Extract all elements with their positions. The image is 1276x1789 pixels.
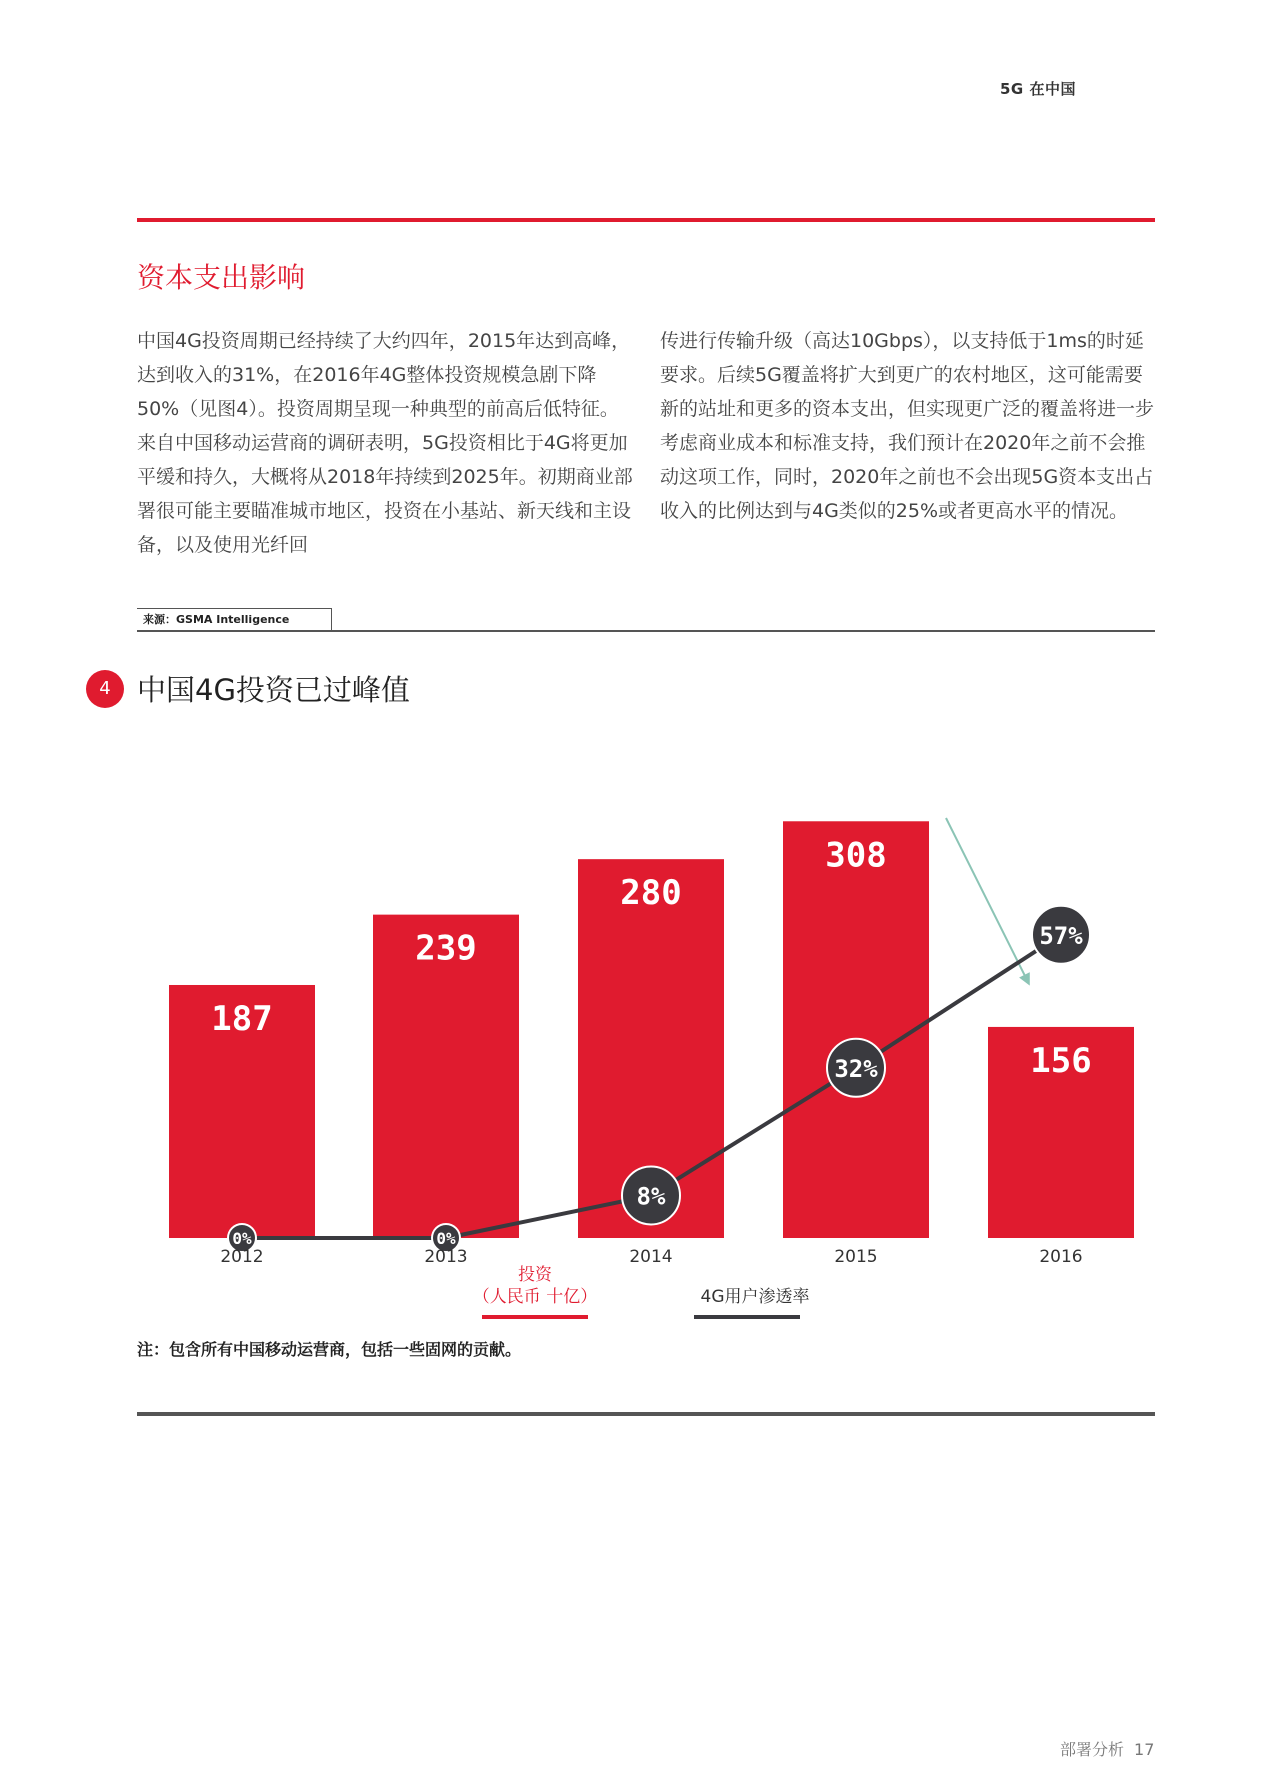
- legend-investment-swatch: [482, 1315, 588, 1319]
- body-paragraph-right: 传进行传输升级（高达10Gbps），以支持低于1ms的时延要求。后续5G覆盖将扩大到更广的农村地区，这可能需要新的站址和更多的资本支出，但实现更广泛的覆盖将进一步考虑商业成本和标准支持，我们预计在2020年之前不会推动这项工作，同时，2020年之前也不会出现5G资本支出占收入的比例达到与4G类似的25%或者更高水平的情况。: [660, 330, 1155, 522]
- bar-value-label-2016: 156: [1030, 1040, 1092, 1081]
- x-tick-label-2014: 2014: [629, 1247, 673, 1267]
- x-tick-label-2016: 2016: [1039, 1247, 1083, 1267]
- figure-number-badge: 4: [86, 670, 124, 708]
- penetration-label-2012: 0%: [232, 1229, 252, 1248]
- body-paragraph-left: 中国4G投资周期已经持续了大约四年，2015年达到高峰，达到收入的31%，在2016年4G整体投资规模急剧下降50%（见图4）。投资周期呈现一种典型的前高后低特征。来自中国移动运营商的调研表明，5G投资相比于4G将更加平缓和持久，大概将从2018年持续到2025年。初期商业部署很可能主要瞄准城市地区，投资在小基站、新天线和主设备，以及使用光纤回: [137, 330, 633, 556]
- figure-title: 中国4G投资已过峰值: [137, 673, 410, 707]
- penetration-label-2015: 32%: [834, 1054, 878, 1083]
- x-tick-label-2012: 2012: [220, 1247, 264, 1267]
- bar-2015: [783, 821, 929, 1238]
- bar-value-label-2015: 308: [825, 835, 887, 876]
- x-tick-label-2015: 2015: [834, 1247, 878, 1267]
- penetration-label-2014: 8%: [636, 1182, 666, 1211]
- legend-investment-line2: （人民币 十亿）: [472, 1287, 598, 1307]
- figure-note: 注：包含所有中国移动运营商，包括一些固网的贡献。: [137, 1340, 522, 1359]
- penetration-label-2013: 0%: [436, 1229, 456, 1248]
- bottom-divider: [137, 1412, 1155, 1416]
- bar-value-label-2014: 280: [620, 873, 682, 914]
- legend-investment-label: [470, 1264, 600, 1308]
- page-number: 17: [1134, 1740, 1155, 1759]
- legend-investment-line1: 投资: [518, 1265, 552, 1285]
- page-footer: [1060, 1737, 1154, 1760]
- source-label: 来源：GSMA Intelligence: [137, 608, 332, 632]
- section-title: 资本支出影响: [137, 261, 306, 294]
- header-section-label: 5G 在中国: [1000, 80, 1076, 98]
- legend-penetration-swatch: [694, 1315, 800, 1319]
- footer-section-label: 部署分析: [1060, 1740, 1125, 1759]
- bar-value-label-2013: 239: [415, 928, 477, 969]
- x-tick-label-2013: 2013: [424, 1247, 468, 1267]
- legend-penetration-label: 4G用户渗透率: [700, 1287, 810, 1307]
- decline-arrow: [946, 818, 1028, 982]
- penetration-label-2016: 57%: [1039, 921, 1083, 950]
- bar-value-label-2012: 187: [211, 998, 273, 1039]
